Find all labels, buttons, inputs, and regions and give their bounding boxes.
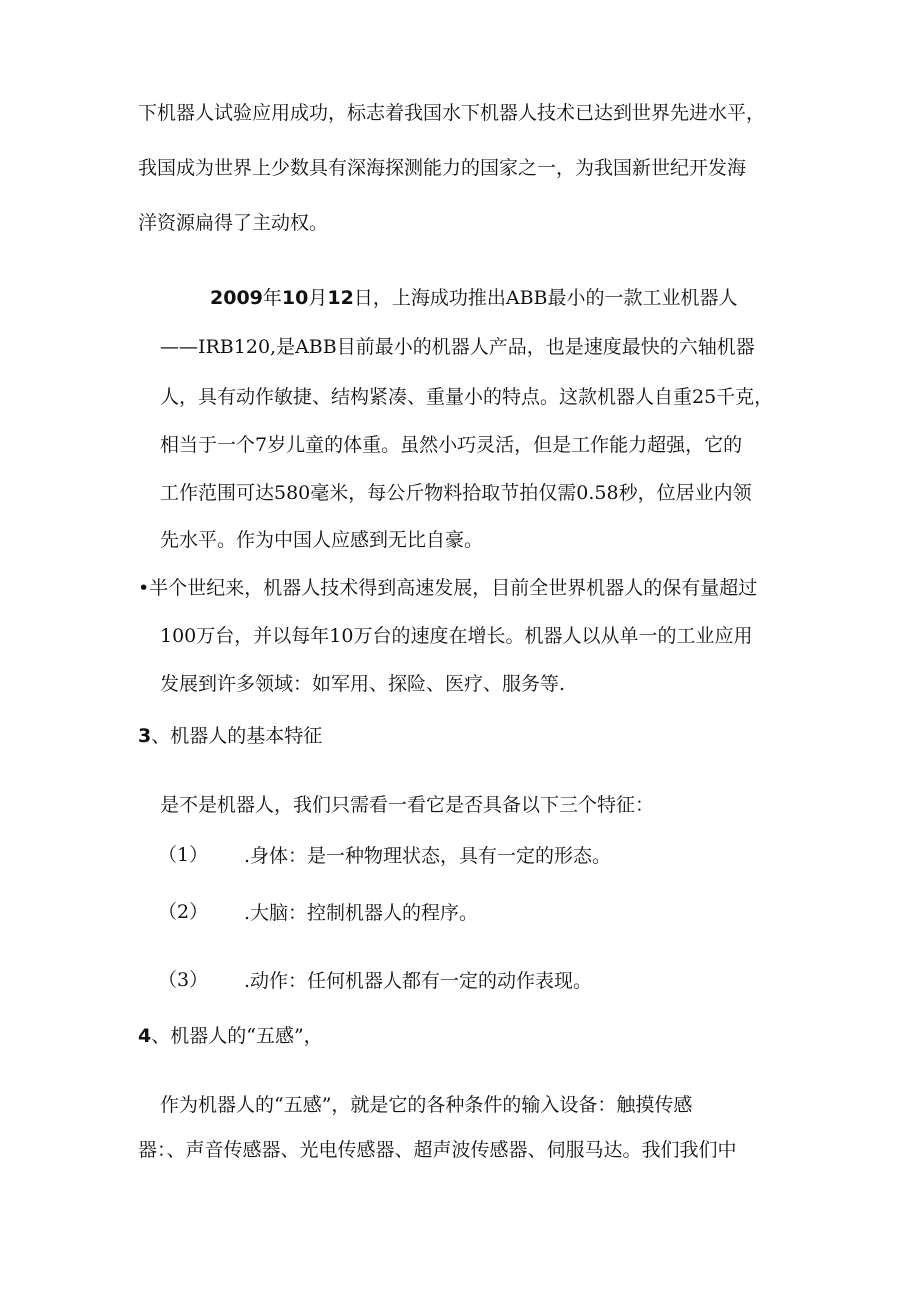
paragraph-1-line-1: 下机器人试验应用成功，标志着我国水下机器人技术已达到世界先进水平，: [138, 102, 766, 124]
bullet-icon: •: [138, 577, 150, 599]
list-item-marker: （3）: [158, 969, 209, 991]
date-year: 2009: [210, 287, 263, 309]
paragraph-2-line-1: [210, 285, 738, 311]
list-item-text: .身体：是一种物理状态，具有一定的形态。: [244, 845, 612, 867]
section-3-heading: [138, 723, 322, 749]
list-item-marker: （2）: [158, 901, 209, 923]
paragraph-2-line-1-rest: ，上海成功推出ABB最小的一款工业机器人: [372, 287, 738, 309]
date-year-unit: 年: [262, 287, 282, 309]
section-3-intro: 是不是机器人，我们只需看一看它是否具备以下三个特征：: [160, 794, 655, 816]
date-month-unit: 月: [308, 287, 328, 309]
paragraph-3-line-1-text: 半个世纪来，机器人技术得到高速发展，目前全世界机器人的保有量超过: [149, 577, 758, 599]
paragraph-1-line-3: 洋资源扁得了主动权。: [138, 212, 329, 234]
paragraph-2-line-6: 先水平。作为中国人应感到无比自豪。: [160, 529, 484, 551]
section-4-line-1: 作为机器人的“五感”，就是它的各种条件的输入设备：触摸传感: [160, 1094, 693, 1116]
section-3-number: 3: [138, 725, 152, 747]
paragraph-2-line-4: 相当于一个7岁儿童的体重。虽然小巧灵活，但是工作能力超强，它的: [160, 434, 743, 456]
paragraph-3-line-2: 100万台，并以每年10万台的速度在增长。机器人以从单一的工业应用: [160, 625, 753, 647]
paragraph-3-line-3: 发展到许多领域：如军用、探险、医疗、服务等.: [160, 673, 566, 695]
paragraph-2-line-3: 人，具有动作敏捷、结构紧凑、重量小的特点。这款机器人自重25千克，: [160, 386, 774, 408]
date-day: 12: [327, 287, 354, 309]
list-item-marker: （1）: [158, 844, 209, 866]
list-item-text: .大脑：控制机器人的程序。: [244, 902, 479, 924]
section-4-line-2: 器：、声音传感器、光电传感器、超声波传感器、伺服马达。我们我们中: [138, 1139, 737, 1161]
date-month: 10: [281, 287, 309, 309]
date-day-unit: 日: [353, 287, 373, 309]
section-3-title: 、机器人的基本特征: [151, 725, 323, 747]
list-item-text: .动作：任何机器人都有一定的动作表现。: [244, 970, 593, 992]
paragraph-1-line-2: 我国成为世界上少数具有深海探测能力的国家之一，为我国新世纪开发海: [138, 157, 747, 179]
paragraph-2-line-2: ——IRB120,是ABB目前最小的机器人产品，也是速度最快的六轴机器: [160, 336, 755, 358]
section-4-heading: [138, 1023, 323, 1049]
section-4-number: 4: [138, 1025, 152, 1047]
section-4-title: 、机器人的“五感”，: [151, 1025, 323, 1047]
paragraph-3-line-1: [138, 575, 757, 601]
paragraph-2-line-5: 工作范围可达580毫米，每公斤物料拾取节拍仅需0.58秒，位居业内领: [160, 482, 752, 504]
